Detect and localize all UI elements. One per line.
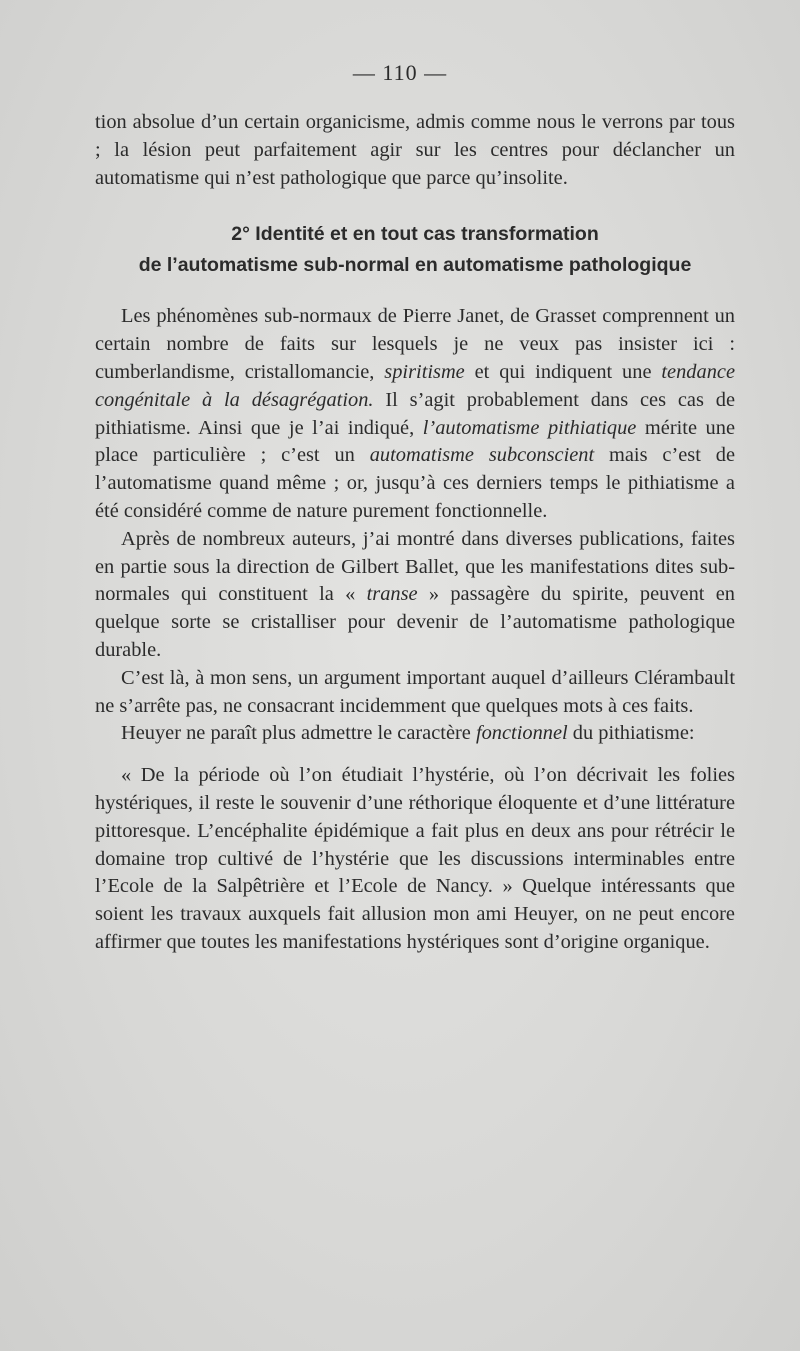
paragraph-2-emphasis-spiritisme: spiritisme bbox=[384, 360, 465, 383]
paragraph-5 bbox=[95, 720, 735, 748]
heading-line-1: 2° Identité et en tout cas transformation bbox=[231, 223, 599, 246]
paragraph-2-text-e: Il s’agit probablement dans ces cas de pithiatisme. Ainsi que je l’ai indiqué, bbox=[95, 388, 735, 439]
body-text bbox=[95, 109, 735, 957]
paragraph-4: C’est là, à mon sens, un argument important auquel d’ailleurs Clérambault ne s’arrête pas, ne consacrant incidemment que quelques mots à ces faits. bbox=[95, 666, 735, 717]
paragraph-5-text-a: Heuyer ne paraît plus admettre le caractère bbox=[121, 722, 476, 745]
heading-line-2: de l’automatisme sub-normal en automatisme pathologique bbox=[138, 254, 692, 277]
paragraph-3-text-a: Après de nombreux auteurs, j’ai montré dans diverses publications, faites en partie sous la direction de Gilbert Ballet, que les manifestations dites sub-normales qui constituent la « bbox=[95, 527, 735, 606]
paragraph-2 bbox=[95, 303, 735, 525]
paragraph-5-text-c: du pithiatisme: bbox=[567, 722, 695, 745]
paragraph-5-emphasis-fonctionnel: fonctionnel bbox=[475, 722, 568, 745]
page-number: — 110 — bbox=[352, 60, 448, 85]
paragraph-2-text-g: mérite une place particulière ; c’est un bbox=[95, 416, 735, 467]
paragraph-3 bbox=[95, 526, 735, 665]
paragraph-2-text-a: Les phénomènes sub-normaux de Pierre Janet, de Grasset comprennent un certain nombre de faits sur lesquels je ne veux pas insister ici : cumberlandisme, cristallomancie, bbox=[95, 305, 735, 383]
section-heading bbox=[95, 219, 735, 281]
paragraph-3-emphasis-transe: transe bbox=[366, 583, 418, 606]
paragraph-6-quotation: « De la période où l’on étudiait l’hystérie, où l’on décrivait les folies hystériques, il reste le souvenir d’une réthorique éloquente et d’une littérature pittoresque. L’encéphalite épidémique a fait plus en deux ans pour rétrécir le domaine trop cultivé de l’hystérie que les discussions interminables entre l’Ecole de la Salpêtrière et l’Ecole de Nancy. » Quelque intéressants que soient les travaux auxquels fait allusion mon ami Heuyer, on ne peut encore affirmer que toutes les manifestations hystériques sont d’origine organique. bbox=[95, 764, 735, 953]
paragraph-1: tion absolue d’un certain organicisme, admis comme nous le verrons par tous ; la lésion peut parfaitement agir sur les centres pour déclancher un automatisme qui n’est pathologique que parce qu’insolite. bbox=[95, 111, 735, 189]
paragraph-2-emphasis-automatisme-pithiatique: l’automatisme pithiatique bbox=[422, 416, 637, 439]
paragraph-2-emphasis-tendance: tendance congénitale à la désagrégation. bbox=[95, 360, 735, 411]
paragraph-3-text-c: » passagère du spirite, peuvent en quelque sorte se cristalliser pour devenir de l’automatisme pathologique durable. bbox=[95, 583, 735, 661]
paragraph-2-text-c: et qui indiquent une bbox=[464, 360, 662, 383]
paragraph-2-emphasis-automatisme-subconscient: automatisme subconscient bbox=[369, 444, 595, 467]
paragraph-2-text-i: mais c’est de l’automatisme quand même ; or, jusqu’à ces derniers temps le pithiatisme a été considéré comme de nature purement fonctionnelle. bbox=[95, 444, 736, 522]
